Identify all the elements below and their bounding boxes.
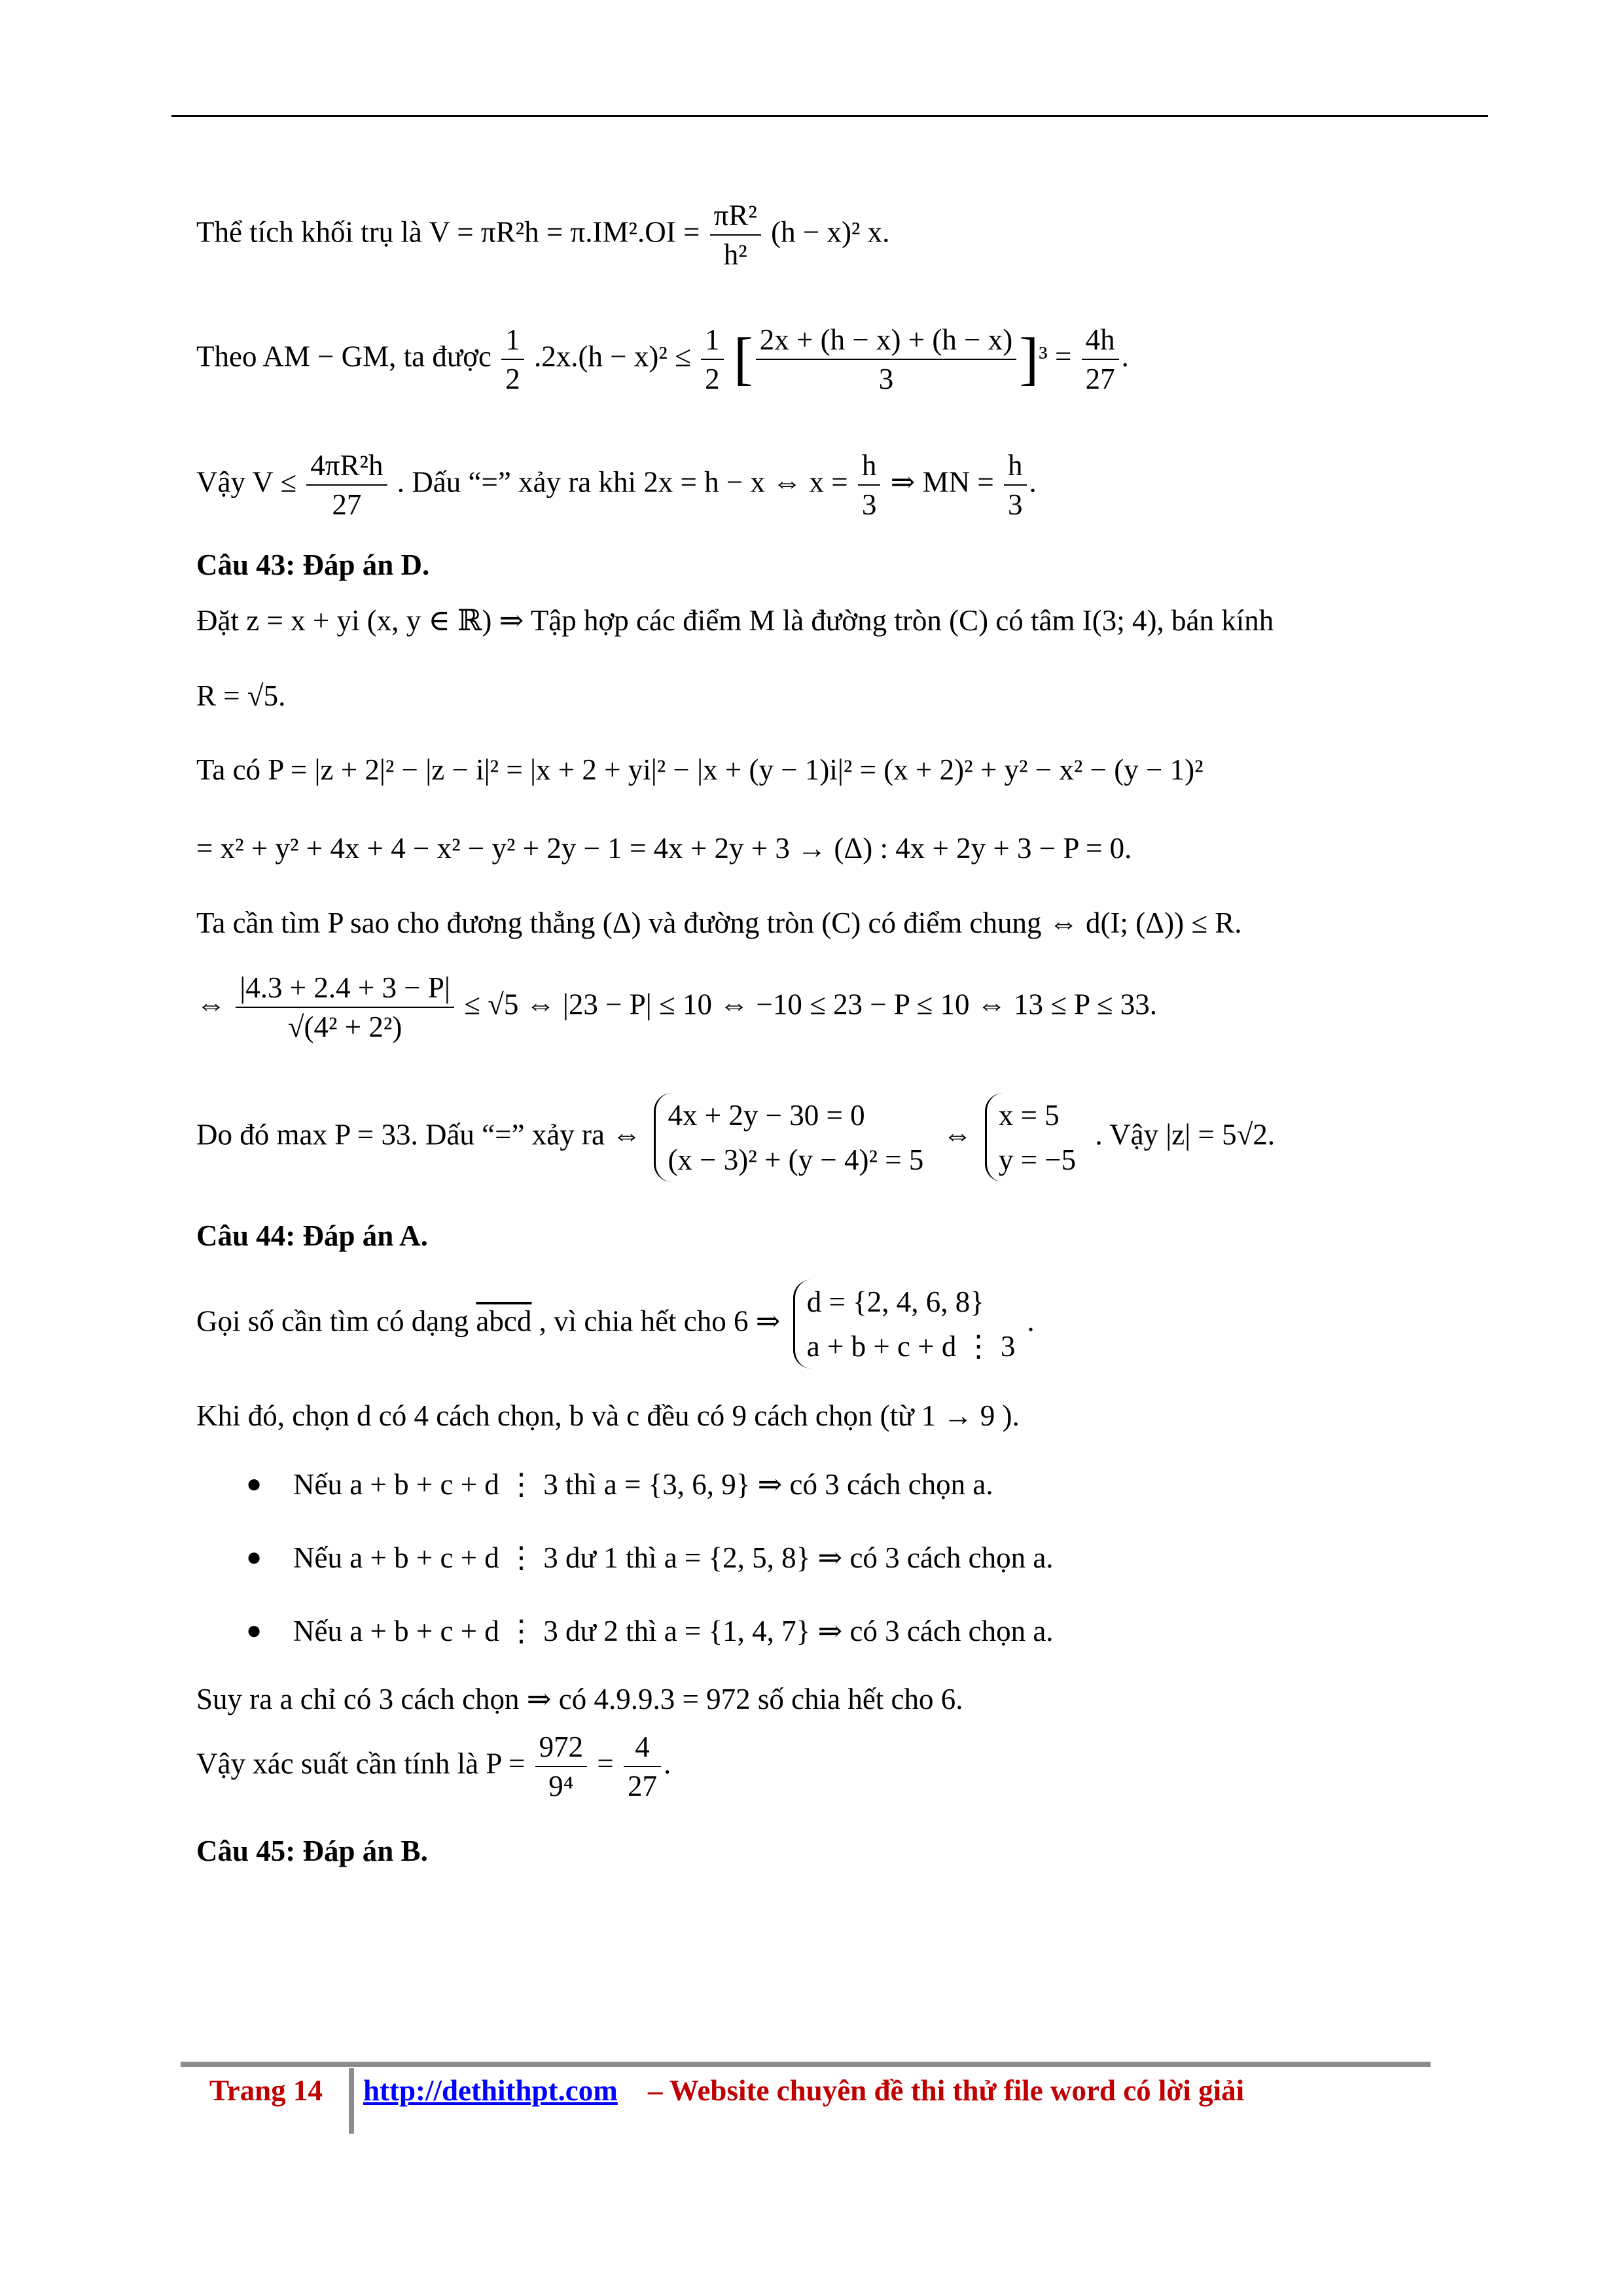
condition-system: d = {2, 4, 6, 8} a + b + c + d ⋮ 3 [793, 1280, 1022, 1369]
text: ³ = [1039, 340, 1079, 373]
text: (h − x)² x. [771, 215, 890, 249]
conclusion-line: Vậy V ≤ $\frac{\text{4πR²h}}{27}$ . Dấu “=” xảy ra khi 2x = h − x ⇔ x = $\frac{h}{3}$ ⇒ MN = $\frac{h}{3}$ . [196, 446, 1037, 524]
fraction: $\frac{1}{2}$ [501, 321, 524, 398]
fraction: $\frac{|4.3 + 2.4 + 3 - P|}{\text{√(4² + 2²)}}$ [236, 969, 454, 1046]
distance-inequality [196, 969, 1157, 1046]
fraction: $\frac{4}{27}$ [624, 1728, 661, 1805]
bullet-item: Nếu a + b + c + d ⋮ 3 dư 2 thì a = {1, 4, 7} ⇒ có 3 cách chọn a. [293, 1615, 1054, 1647]
overlined-number: abcd [476, 1304, 532, 1338]
bullet-icon: ● [246, 1469, 262, 1498]
footer-separator [349, 2068, 354, 2134]
equation-system: x = 5 y = −5 [985, 1093, 1082, 1182]
fraction: $\frac{\text{πR²}}{\text{h²}}$ [710, 196, 761, 274]
text: Vậy V ≤ [196, 465, 304, 499]
header-rule [171, 115, 1488, 117]
fraction: $\frac{4h}{27}$ [1082, 321, 1119, 398]
text: Thể tích khối trụ là V = πR²h = π.IM².OI = [196, 215, 707, 249]
text: . Vậy |z| = 5√2. [1095, 1118, 1275, 1151]
fraction: $\frac{h}{3}$ [858, 446, 881, 524]
bullet-icon: ● [246, 1615, 262, 1645]
text: . Dấu “=” xảy ra khi 2x = h − x ⇔ x = [397, 465, 855, 499]
text: ⇒ MN = [890, 465, 1001, 499]
am-gm-line: Theo AM − GM, ta được $\frac{1}{2}$ .2x.(h − x)² ≤ $\frac{1}{2}$ [ $\frac{2x + (h - x) + (h - x)}{3}$ ]³ = $\frac{4h}{27}$ . [196, 321, 1129, 398]
bullet-item: Nếu a + b + c + d ⋮ 3 dư 1 thì a = {2, 5, 8} ⇒ có 3 cách chọn a. [293, 1541, 1054, 1574]
equation-system: 4x + 2y − 30 = 0 (x − 3)² + (y − 4)² = 5 [654, 1093, 930, 1182]
fraction: $\frac{972}{\text{9⁴}}$ [535, 1728, 588, 1805]
fraction: $\frac{h}{3}$ [1004, 446, 1027, 524]
number-form-line: Gọi số cần tìm có dạng abcd , vì chia hết cho 6 ⇒ d = {2, 4, 6, 8} a + b + c + d ⋮ 3 . [196, 1280, 1035, 1369]
bullet-icon: ● [246, 1542, 262, 1571]
text: .2x.(h − x)² ≤ [534, 340, 699, 373]
page-number: Trang 14 [209, 2074, 323, 2107]
question-44-heading: Câu 44: Đáp án A. [196, 1219, 428, 1252]
text-line: Ta cần tìm P sao cho đương thẳng (Δ) và đường tròn (C) có điểm chung ⇔ d(I; (Δ)) ≤ R. [196, 906, 1242, 939]
question-43-heading: Câu 43: Đáp án D. [196, 548, 430, 581]
website-link[interactable]: http://dethithpt.com [363, 2074, 618, 2107]
text: = [597, 1747, 621, 1780]
text: ≤ √5 ⇔ |23 − P| ≤ 10 ⇔ −10 ≤ 23 − P ≤ 10 ⇔ 13 ≤ P ≤ 33. [464, 988, 1157, 1021]
text: Theo AM − GM, ta được [196, 340, 499, 373]
text-line: Đặt z = x + yi (x, y ∈ ℝ) ⇒ Tập hợp các điểm M là đường tròn (C) có tâm I(3; 4), bán kính [196, 604, 1274, 637]
fraction: $\frac{\text{4πR²h}}{27}$ [306, 446, 387, 524]
text: Vậy xác suất cần tính là P = [196, 1747, 533, 1780]
fraction: $\frac{1}{2}$ [701, 321, 724, 398]
max-p-line [196, 1093, 1275, 1182]
footer-tagline: – Website chuyên đề thi thử file word có lời giải [648, 2074, 1245, 2107]
text-line: Khi đó, chọn d có 4 cách chọn, b và c đều có 9 cách chọn (từ 1 → 9 ). [196, 1399, 1020, 1432]
text: ⇔ [196, 988, 234, 1021]
footer-rule [181, 2062, 1431, 2067]
text-line: Suy ra a chỉ có 3 cách chọn ⇒ có 4.9.9.3 = 972 số chia hết cho 6. [196, 1683, 963, 1715]
text: Gọi số cần tìm có dạng [196, 1304, 476, 1338]
text-line: = x² + y² + 4x + 4 − x² − y² + 2y − 1 = 4x + 2y + 3 → (Δ) : 4x + 2y + 3 − P = 0. [196, 832, 1132, 865]
fraction: $\frac{2x + (h - x) + (h - x)}{3}$ [756, 321, 1016, 398]
question-45-heading: Câu 45: Đáp án B. [196, 1835, 428, 1867]
bullet-item: Nếu a + b + c + d ⋮ 3 thì a = {3, 6, 9} ⇒ có 3 cách chọn a. [293, 1468, 993, 1501]
text: , vì chia hết cho 6 ⇒ [539, 1304, 781, 1338]
volume-formula [196, 196, 889, 274]
text: Do đó max P = 33. Dấu “=” xảy ra ⇔ [196, 1118, 642, 1151]
text: ⇔ [942, 1118, 972, 1151]
probability-line: Vậy xác suất cần tính là P = $\frac{972}{\text{9⁴}}$ = $\frac{4}{27}$ . [196, 1728, 671, 1805]
text-line: Ta có P = |z + 2|² − |z − i|² = |x + 2 + yi|² − |x + (y − 1)i|² = (x + 2)² + y² − x² − (y − 1)² [196, 753, 1204, 786]
text-line: R = √5. [196, 679, 286, 712]
